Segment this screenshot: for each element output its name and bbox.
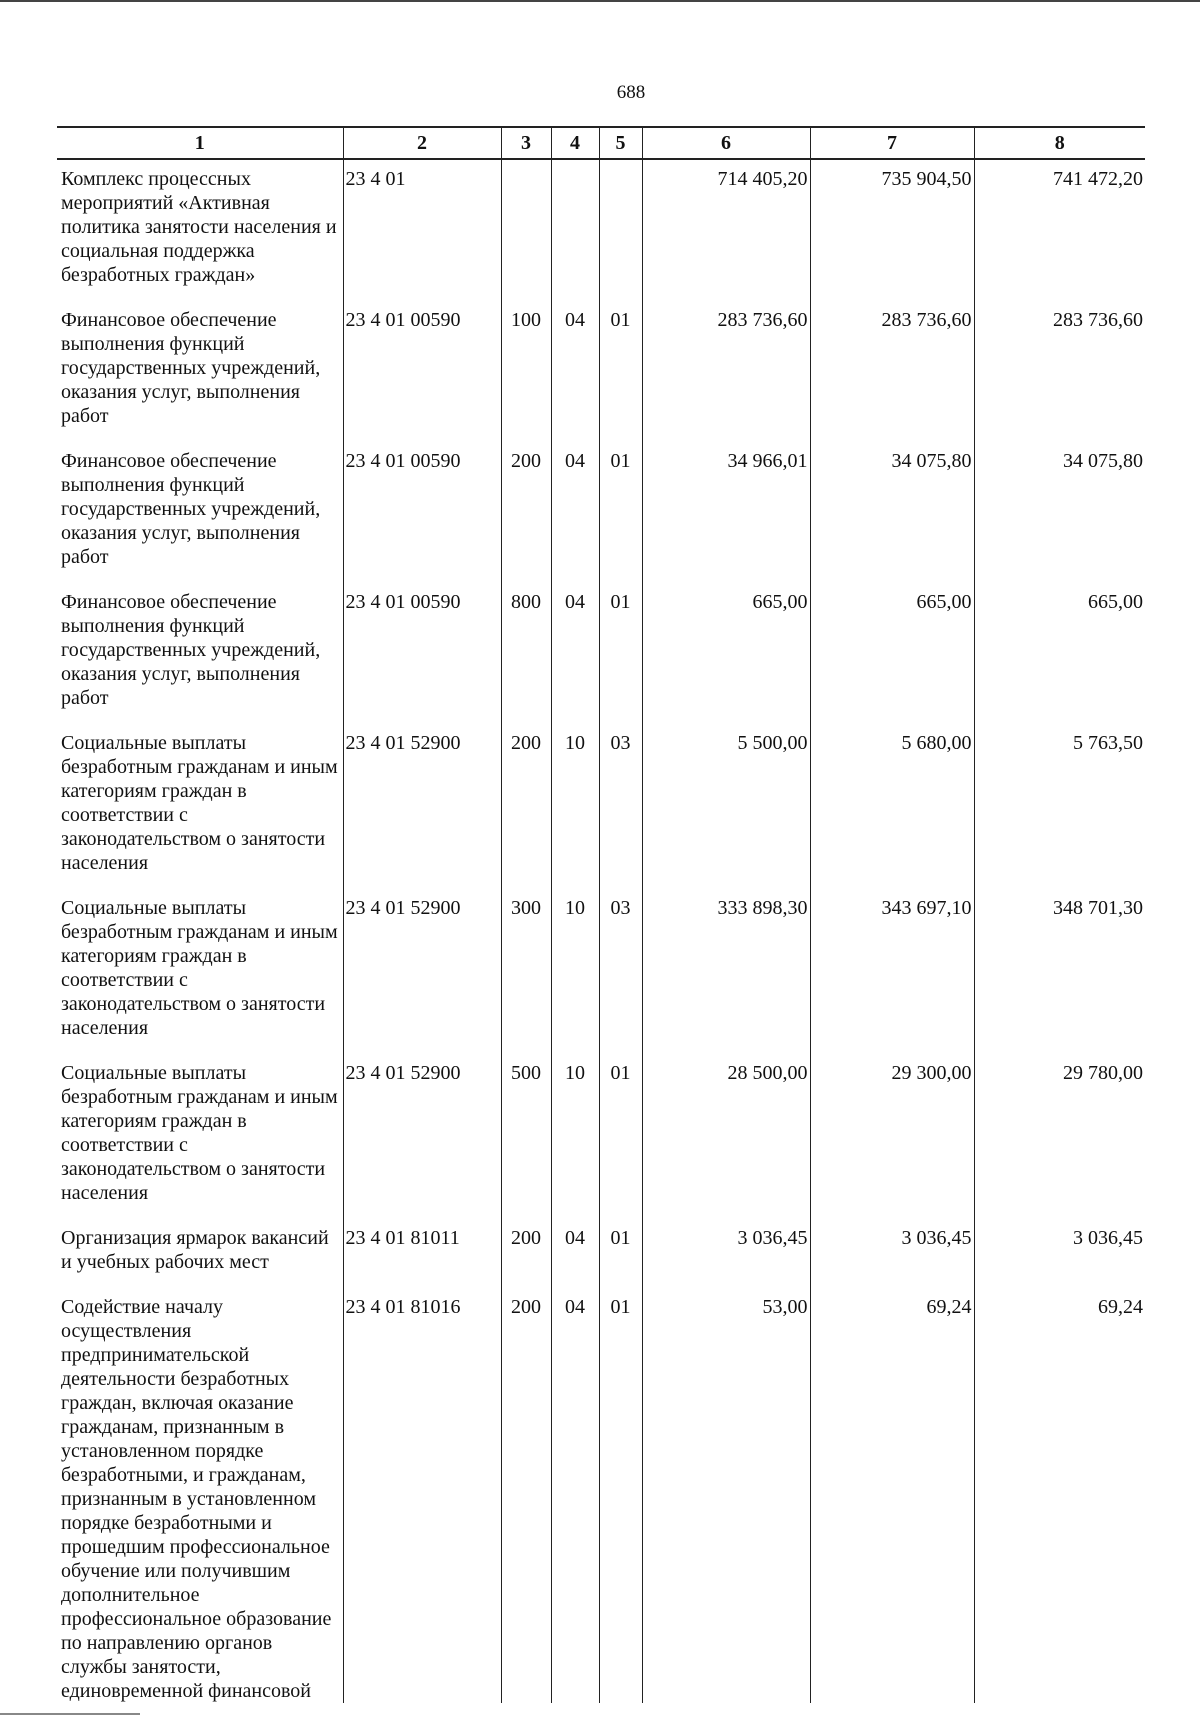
row-name: Финансовое обеспечение выполнения функций государственных учреждений, оказания услуг, выполнения работ [57,301,343,442]
row-name: Финансовое обеспечение выполнения функций государственных учреждений, оказания услуг, выполнения работ [57,442,343,583]
row-code: 23 4 01 [343,159,501,301]
row-code: 23 4 01 52900 [343,1054,501,1219]
table-row [57,442,1145,583]
row-col3: 200 [501,1219,551,1288]
row-col3: 500 [501,1054,551,1219]
row-col3: 200 [501,442,551,583]
column-header: 5 [599,127,642,159]
row-value-6: 283 736,60 [642,301,810,442]
row-value-6: 665,00 [642,583,810,724]
row-col4: 10 [551,1054,599,1219]
row-value-7: 34 075,80 [810,442,974,583]
row-value-6: 333 898,30 [642,889,810,1054]
row-col5: 01 [599,442,642,583]
row-col4: 04 [551,442,599,583]
row-name: Комплекс процессных мероприятий «Активная политика занятости населения и социальная поддержка безработных граждан» [57,159,343,301]
row-col3: 300 [501,889,551,1054]
row-value-8: 283 736,60 [974,301,1145,442]
column-header: 8 [974,127,1145,159]
row-value-6: 5 500,00 [642,724,810,889]
budget-table [57,126,1145,1703]
row-code: 23 4 01 00590 [343,301,501,442]
column-header: 6 [642,127,810,159]
row-value-8: 665,00 [974,583,1145,724]
row-code: 23 4 01 00590 [343,442,501,583]
row-col4: 10 [551,724,599,889]
column-header: 4 [551,127,599,159]
row-code: 23 4 01 81016 [343,1288,501,1703]
page-number: 688 [616,82,646,103]
row-col4: 04 [551,583,599,724]
row-value-8: 34 075,80 [974,442,1145,583]
header-row [57,127,1145,159]
row-name: Социальные выплаты безработным гражданам и иным категориям граждан в соответствии с законодательством о занятости населения [57,1054,343,1219]
row-col3: 200 [501,724,551,889]
row-name: Финансовое обеспечение выполнения функций государственных учреждений, оказания услуг, выполнения работ [57,583,343,724]
row-col4: 04 [551,1288,599,1703]
table-row [57,1054,1145,1219]
row-col3 [501,159,551,301]
column-header: 3 [501,127,551,159]
row-col5: 01 [599,1288,642,1703]
column-header: 2 [343,127,501,159]
table-row [57,889,1145,1054]
row-code: 23 4 01 81011 [343,1219,501,1288]
row-value-7: 5 680,00 [810,724,974,889]
page-top-edge [0,0,1200,2]
row-code: 23 4 01 52900 [343,724,501,889]
row-col4: 04 [551,1219,599,1288]
row-value-6: 53,00 [642,1288,810,1703]
row-col5: 01 [599,1219,642,1288]
row-value-7: 3 036,45 [810,1219,974,1288]
column-header: 1 [57,127,343,159]
row-col5: 03 [599,889,642,1054]
column-header: 7 [810,127,974,159]
row-col3: 200 [501,1288,551,1703]
row-value-8: 29 780,00 [974,1054,1145,1219]
row-value-7: 343 697,10 [810,889,974,1054]
row-col5: 01 [599,583,642,724]
row-col5: 03 [599,724,642,889]
row-code: 23 4 01 52900 [343,889,501,1054]
table-row [57,301,1145,442]
row-value-7: 283 736,60 [810,301,974,442]
row-value-7: 665,00 [810,583,974,724]
row-col3: 100 [501,301,551,442]
row-value-8: 5 763,50 [974,724,1145,889]
row-col3: 800 [501,583,551,724]
row-value-8: 69,24 [974,1288,1145,1703]
row-value-6: 3 036,45 [642,1219,810,1288]
table-row [57,159,1145,301]
row-name: Социальные выплаты безработным гражданам и иным категориям граждан в соответствии с законодательством о занятости населения [57,724,343,889]
row-code: 23 4 01 00590 [343,583,501,724]
row-value-6: 28 500,00 [642,1054,810,1219]
row-name: Социальные выплаты безработным гражданам и иным категориям граждан в соответствии с законодательством о занятости населения [57,889,343,1054]
row-value-6: 34 966,01 [642,442,810,583]
row-value-6: 714 405,20 [642,159,810,301]
row-col4: 10 [551,889,599,1054]
table-row [57,1288,1145,1703]
row-col4 [551,159,599,301]
row-name: Организация ярмарок вакансий и учебных рабочих мест [57,1219,343,1288]
table-row [57,724,1145,889]
row-col5: 01 [599,1054,642,1219]
scan-edge-mark [0,1713,140,1715]
row-value-8: 741 472,20 [974,159,1145,301]
row-value-7: 69,24 [810,1288,974,1703]
row-value-7: 735 904,50 [810,159,974,301]
table-row [57,583,1145,724]
row-col4: 04 [551,301,599,442]
row-name: Содействие началу осуществления предпринимательской деятельности безработных граждан, включая оказание гражданам, признанным в установленном порядке безработными, и гражданам, признанным в установленном порядке безработными и прошедшим профессиональное обучение или получившим дополнительное профессиональное образование по направлению органов службы занятости, единовременной финансовой [57,1288,343,1703]
row-col5: 01 [599,301,642,442]
row-value-8: 348 701,30 [974,889,1145,1054]
row-col5 [599,159,642,301]
row-value-8: 3 036,45 [974,1219,1145,1288]
table-row [57,1219,1145,1288]
row-value-7: 29 300,00 [810,1054,974,1219]
